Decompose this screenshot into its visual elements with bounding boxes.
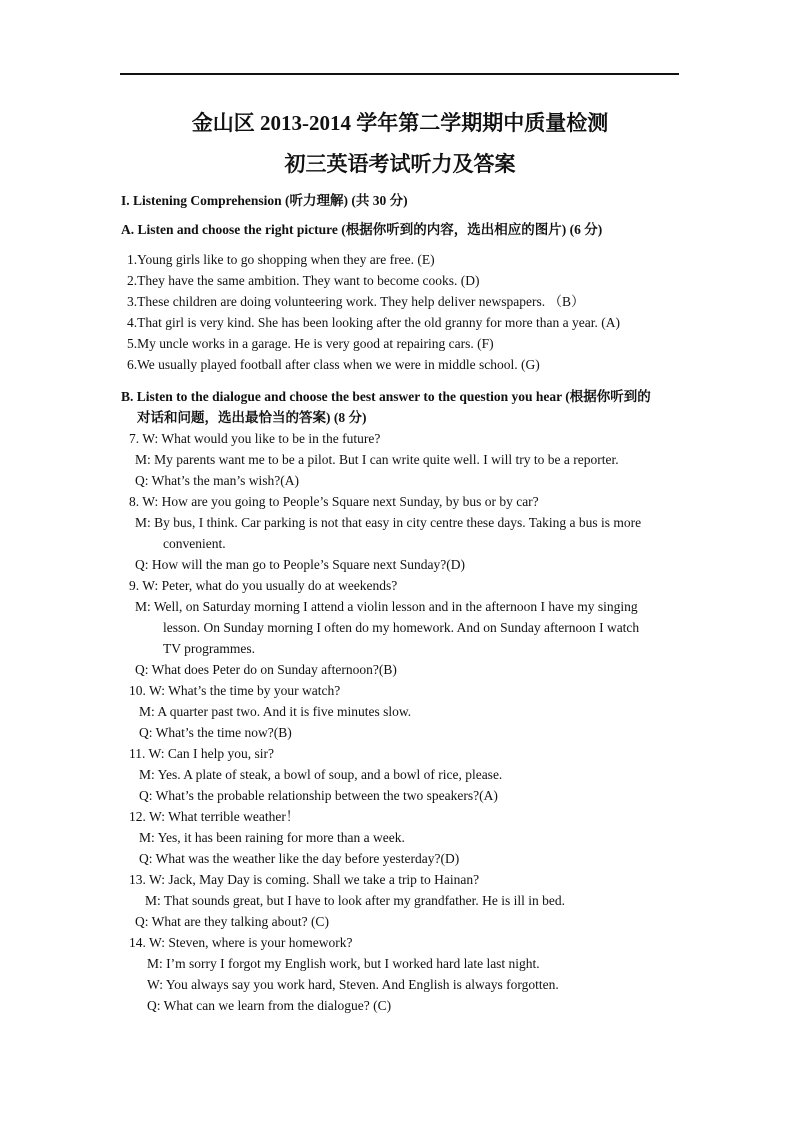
part-a-item: 3.These children are doing volunteering work. They help deliver newspapers. （B） xyxy=(127,294,585,309)
dialogue-line: Q: What are they talking about? (C) xyxy=(135,914,329,929)
dialogue-line: Q: What can we learn from the dialogue? (C) xyxy=(147,998,392,1013)
part-b-heading: B. Listen to the dialogue and choose the best answer to the question you hear (根据你听到的 xyxy=(121,389,651,404)
document-title: 金山区 2013-2014 学年第二学期期中质量检测 xyxy=(191,111,609,135)
dialogue-line: M: I’m sorry I forgot my English work, but I worked hard late last night. xyxy=(147,956,540,971)
dialogue-line: M: A quarter past two. And it is five minutes slow. xyxy=(139,704,412,719)
part-a-heading: A. Listen and choose the right picture (根据你听到的内容，选出相应的图片) (6 分) xyxy=(121,222,603,237)
dialogue-line: Q: What was the weather like the day before yesterday?(D) xyxy=(139,851,460,866)
dialogue-line: Q: How will the man go to People’s Square next Sunday?(D) xyxy=(135,557,465,572)
dialogue-line: 12. W: What terrible weather！ xyxy=(129,809,300,824)
dialogue-line: M: By bus, I think. Car parking is not that easy in city centre these days. Taking a bus is more xyxy=(135,515,642,530)
dialogue-line: convenient. xyxy=(163,536,226,551)
part-a-item: 6.We usually played football after class when we were in middle school. (G) xyxy=(127,357,540,372)
dialogue-line: M: My parents want me to be a pilot. But I can write quite well. I will try to be a reporter. xyxy=(135,452,619,467)
dialogue-line: 13. W: Jack, May Day is coming. Shall we take a trip to Hainan? xyxy=(129,872,480,887)
part-a-item: 1.Young girls like to go shopping when they are free. (E) xyxy=(127,252,435,267)
dialogue-line: 11. W: Can I help you, sir? xyxy=(129,746,274,761)
part-b-heading-cont: 对话和问题，选出最恰当的答案) (8 分) xyxy=(137,410,367,425)
dialogue-line: Q: What’s the probable relationship between the two speakers?(A) xyxy=(139,788,498,803)
dialogue-line: M: That sounds great, but I have to look after my grandfather. He is ill in bed. xyxy=(145,893,566,908)
dialogue-line: M: Yes. A plate of steak, a bowl of soup, and a bowl of rice, please. xyxy=(139,767,503,782)
part-a-item: 5.My uncle works in a garage. He is very good at repairing cars. (F) xyxy=(127,336,494,351)
dialogue-line: M: Yes, it has been raining for more than a week. xyxy=(139,830,405,845)
dialogue-line: Q: What’s the time now?(B) xyxy=(139,725,292,740)
dialogue-line: lesson. On Sunday morning I often do my homework. And on Sunday afternoon I watch xyxy=(163,620,640,635)
section-heading: I. Listening Comprehension (听力理解) (共 30 分) xyxy=(121,193,408,208)
dialogue-line: 7. W: What would you like to be in the future? xyxy=(129,431,381,446)
dialogue-line: 8. W: How are you going to People’s Square next Sunday, by bus or by car? xyxy=(129,494,539,509)
dialogue-line: TV programmes. xyxy=(163,641,255,656)
dialogue-line: W: You always say you work hard, Steven. And English is always forgotten. xyxy=(147,977,559,992)
part-a-item: 4.That girl is very kind. She has been looking after the old granny for more than a year. (A) xyxy=(127,315,620,330)
dialogue-line: 10. W: What’s the time by your watch? xyxy=(129,683,341,698)
part-a-item: 2.They have the same ambition. They want to become cooks. (D) xyxy=(127,273,480,288)
dialogue-line: 14. W: Steven, where is your homework? xyxy=(129,935,353,950)
dialogue-line: Q: What does Peter do on Sunday afternoon?(B) xyxy=(135,662,397,677)
dialogue-line: M: Well, on Saturday morning I attend a violin lesson and in the afternoon I have my singing xyxy=(135,599,638,614)
dialogue-line: 9. W: Peter, what do you usually do at weekends? xyxy=(129,578,398,593)
top-rule xyxy=(120,73,679,75)
document-subtitle: 初三英语考试听力及答案 xyxy=(284,152,516,176)
dialogue-line: Q: What’s the man’s wish?(A) xyxy=(135,473,299,488)
